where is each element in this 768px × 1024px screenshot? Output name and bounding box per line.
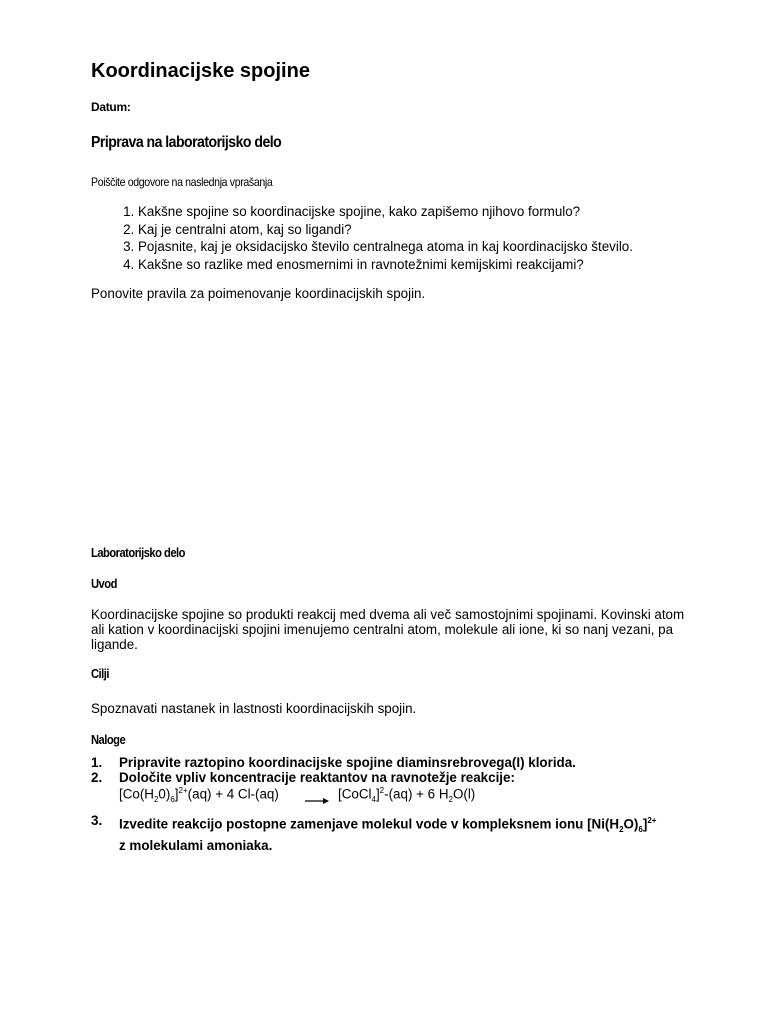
uvod-paragraph: Koordinacijske spojine so produkti reakcij med dvema ali več samostojnimi spojinami. Kovinski atom ali kation v koordinacijski spojini imenujemo centralni atom, molekule ali ione, ki so nanj vezani, pa ligande. — [91, 607, 685, 652]
task-text: Določite vpliv koncentracije reaktantov na ravnotežje reakcije: — [119, 770, 515, 785]
cilji-paragraph: Spoznavati nastanek in lastnosti koordinacijskih spojin. — [91, 701, 417, 716]
section-heading-cilji: Cilji — [91, 666, 109, 681]
task-number: 1. — [91, 755, 103, 770]
list-item: 1. Kakšne spojine so koordinacijske spojine, kako zapišemo njihovo formulo? — [138, 203, 633, 221]
task-number: 3. — [91, 813, 103, 828]
section-heading-uvod: Uvod — [91, 576, 117, 591]
ponovite-text: Ponovite pravila za poimenovanje koordinacijskih spojin. — [91, 286, 426, 301]
page-title: Koordinacijske spojine — [91, 60, 310, 82]
task-number: 2. — [91, 770, 103, 785]
instruction-text: Poiščite odgovore na naslednja vprašanja — [91, 175, 273, 189]
date-label: Datum: — [91, 100, 131, 114]
reaction-arrow-icon — [305, 796, 329, 806]
section-heading-naloge: Naloge — [91, 732, 126, 747]
section-heading-lab: Laboratorijsko delo — [91, 545, 185, 560]
question-list — [91, 203, 633, 273]
equation-products: [CoCl$_4$]$^2$-(aq) + 6 $H_2O(l)$ — [338, 786, 476, 805]
list-item: 3. Pojasnite, kaj je oksidacijsko število centralnega atoma in kaj koordinacijsko število. — [138, 238, 633, 256]
list-item: 4. Kakšne so razlike med enosmernimi in ravnotežnimi kemijskimi reakcijami? — [138, 256, 633, 274]
task-text: Izvedite reakcijo postopne zamenjave molekul vode v kompleksnem ionu $[Ni(H_2O)_6]^{2+}$ z molekulami amoniaka. — [119, 816, 657, 853]
section-heading-priprava: Priprava na laboratorijsko delo — [91, 134, 282, 151]
equation-reactants: $[Co(H_20)_6]^{2+}(aq) + 4$ Cl-(aq) — [119, 786, 279, 805]
task-text: Pripravite raztopino koordinacijske spojine diaminsrebrovega(I) klorida. — [119, 755, 576, 770]
list-item: 2. Kaj je centralni atom, kaj so ligandi? — [138, 221, 633, 239]
